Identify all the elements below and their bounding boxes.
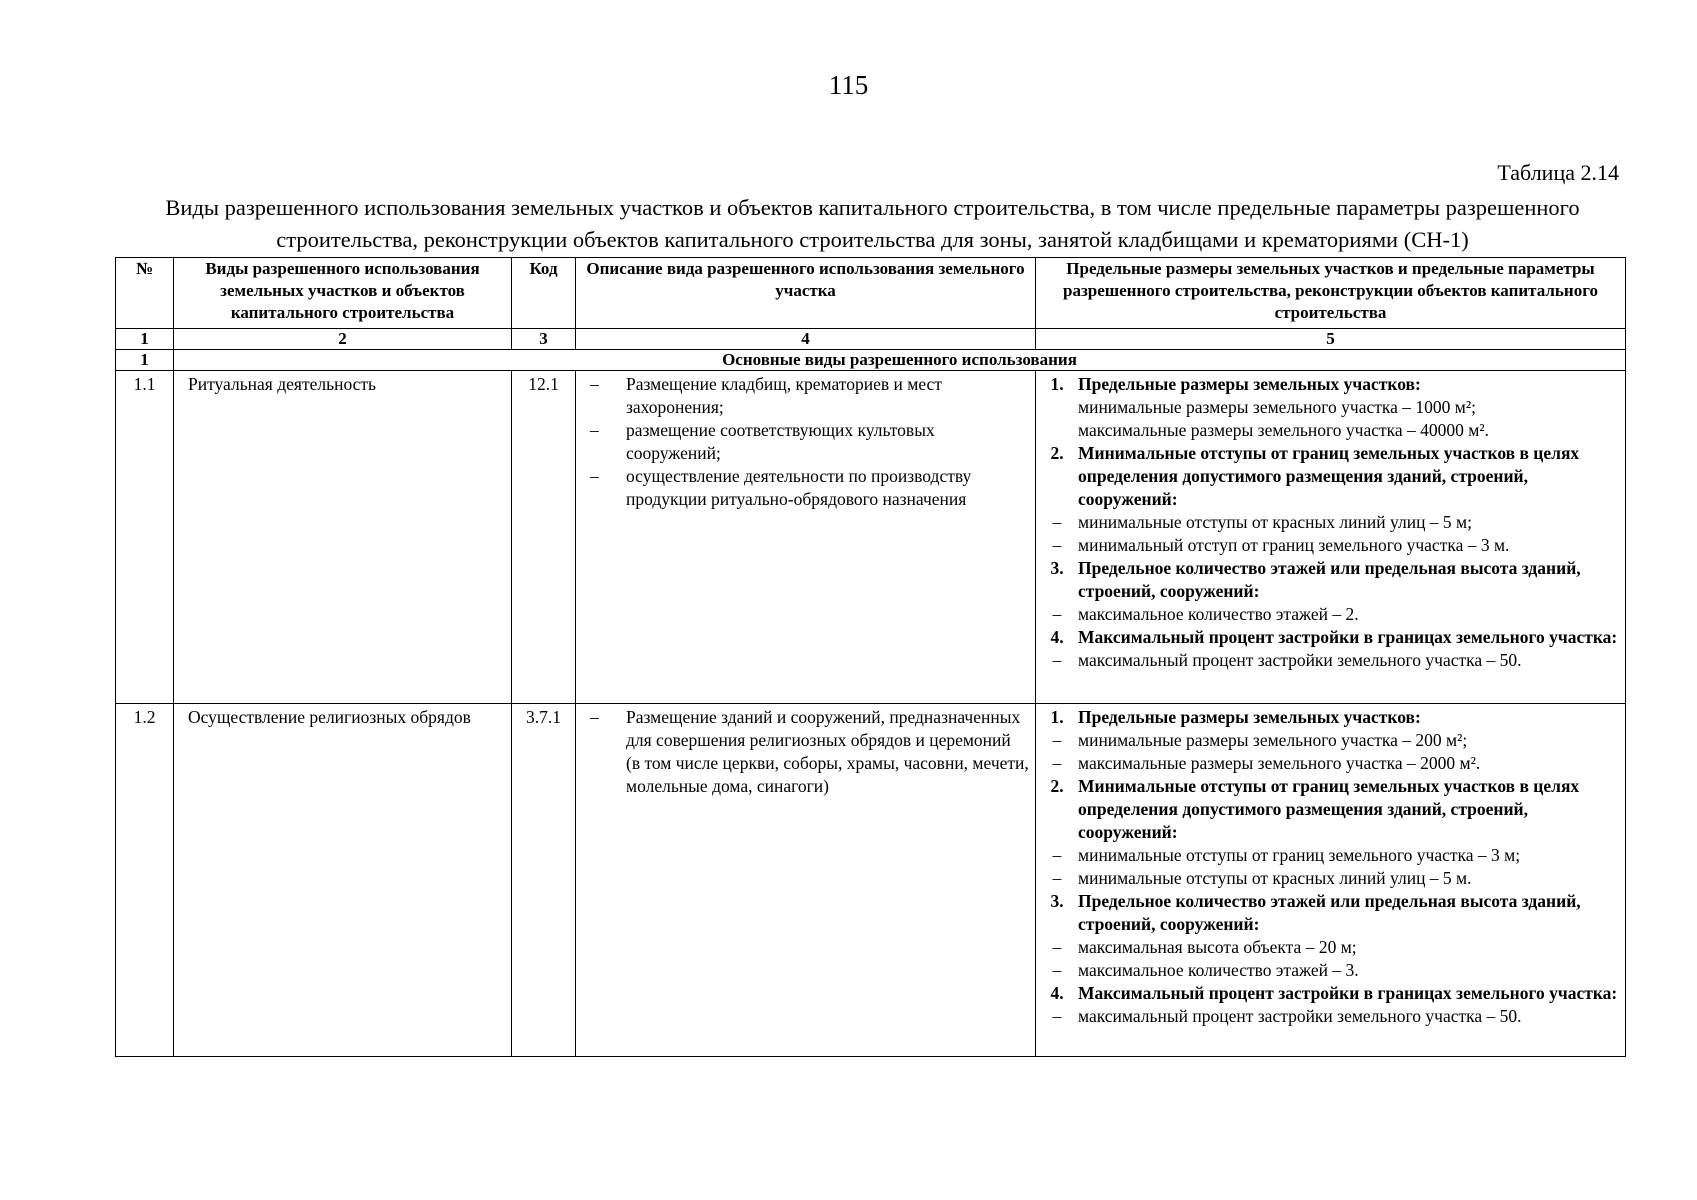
- param-marker: –: [1052, 937, 1062, 957]
- description-item: – осуществление деятельности по производству продукции ритуально-обрядового назначения: [590, 466, 972, 509]
- param-line: [1040, 982, 1621, 1005]
- param-text: Минимальные отступы от границ земельных участков в целях определения допустимого размещения зданий, строений, сооружений:: [1078, 776, 1580, 842]
- param-line: [1040, 534, 1621, 557]
- param-text: максимальное количество этажей – 3.: [1078, 960, 1359, 980]
- param-text: максимальное количество этажей – 2.: [1078, 604, 1359, 624]
- param-line: [1040, 442, 1621, 511]
- param-text: максимальная высота объекта – 20 м;: [1078, 937, 1357, 957]
- param-line: [1040, 936, 1621, 959]
- param-text: Максимальный процент застройки в границах земельного участка:: [1078, 627, 1618, 647]
- section-title: Основные виды разрешенного использования: [174, 350, 1626, 371]
- row-code: 3.7.1: [512, 704, 576, 1057]
- param-marker: –: [1052, 845, 1062, 865]
- row-use-type: Ритуальная деятельность: [174, 371, 512, 704]
- header-description: Описание вида разрешенного использования земельного участка: [576, 258, 1036, 329]
- param-marker: 4.: [1050, 627, 1064, 647]
- param-line: [1040, 729, 1621, 752]
- param-line: [1040, 557, 1621, 603]
- param-line: [1040, 511, 1621, 534]
- param-line: [1040, 396, 1621, 419]
- param-line: [1040, 775, 1621, 844]
- land-use-table: [115, 257, 1626, 1057]
- description-text: Размещение зданий и сооружений, предназначенных для совершения религиозных обрядов и церемоний (в том числе церкви, соборы, храмы, часовни, мечети, молельные дома, синагоги): [626, 707, 1029, 796]
- param-marker: 2.: [1050, 776, 1064, 796]
- column-number-row: [116, 329, 1626, 350]
- param-marker: –: [1052, 604, 1062, 624]
- param-marker: 1.: [1050, 374, 1064, 394]
- description-text: Размещение кладбищ, крематориев и мест захоронения;: [626, 374, 942, 417]
- param-line: [1040, 867, 1621, 890]
- description-list: [586, 373, 1029, 511]
- header-row: [116, 258, 1626, 329]
- param-text: минимальные размеры земельного участка – 200 м²;: [1078, 730, 1468, 750]
- description-item: – Размещение кладбищ, крематориев и мест захоронения;: [590, 374, 942, 417]
- param-text: Предельные размеры земельных участков:: [1078, 707, 1421, 727]
- param-line: [1040, 373, 1621, 396]
- column-number: 2: [174, 329, 512, 350]
- param-text: максимальный процент застройки земельного участка – 50.: [1078, 650, 1522, 670]
- param-marker: –: [1052, 1006, 1062, 1026]
- row-number: 1.1: [116, 371, 174, 704]
- param-text: минимальные отступы от красных линий улиц – 5 м;: [1078, 512, 1472, 532]
- row-number: 1.2: [116, 704, 174, 1057]
- param-text: минимальные размеры земельного участка – 1000 м²;: [1078, 397, 1476, 417]
- column-number: 5: [1036, 329, 1626, 350]
- param-line: [1040, 626, 1621, 649]
- row-use-type: Осуществление религиозных обрядов: [174, 704, 512, 1057]
- param-marker: –: [1052, 512, 1062, 532]
- param-marker: 4.: [1050, 983, 1064, 1003]
- row-params: [1036, 704, 1626, 1057]
- param-text: максимальный процент застройки земельного участка – 50.: [1078, 1006, 1522, 1026]
- param-text: минимальные отступы от красных линий улиц – 5 м.: [1078, 868, 1472, 888]
- param-marker: –: [1052, 753, 1062, 773]
- section-row: [116, 350, 1626, 371]
- param-line: [1040, 419, 1621, 442]
- param-marker: 3.: [1050, 891, 1064, 911]
- column-number: 3: [512, 329, 576, 350]
- param-text: Максимальный процент застройки в границах земельного участка:: [1078, 983, 1618, 1003]
- param-marker: –: [1052, 730, 1062, 750]
- header-type: Виды разрешенного использования земельных участков и объектов капитального строительства: [174, 258, 512, 329]
- description-list: [586, 706, 1029, 798]
- row-description: [576, 371, 1036, 704]
- table-title: Виды разрешенного использования земельных участков и объектов капитального строительства, в том числе предельные параметры разрешенного строительства, реконструкции объектов капитального строительства для зоны, занятой кладбищами и крематориями (СН-1): [165, 195, 1580, 252]
- param-text: Минимальные отступы от границ земельных участков в целях определения допустимого размещения зданий, строений, сооружений:: [1078, 443, 1580, 509]
- param-text: минимальные отступы от границ земельного участка – 3 м;: [1078, 845, 1521, 865]
- param-line: [1040, 1005, 1621, 1028]
- row-description: [576, 704, 1036, 1057]
- param-line: [1040, 706, 1621, 729]
- param-line: [1040, 844, 1621, 867]
- param-text: максимальные размеры земельного участка – 40000 м².: [1078, 420, 1489, 440]
- description-item: – Размещение зданий и сооружений, предназначенных для совершения религиозных обрядов и церемоний (в том числе церкви, соборы, храмы, часовни, мечети, молельные дома, синагоги): [590, 707, 1029, 796]
- param-marker: 1.: [1050, 707, 1064, 727]
- param-text: Предельное количество этажей или предельная высота зданий, строений, сооружений:: [1078, 891, 1581, 934]
- section-number: 1: [116, 350, 174, 371]
- table-row: [116, 704, 1626, 1057]
- column-number: 4: [576, 329, 1036, 350]
- row-params: [1036, 371, 1626, 704]
- param-line: [1040, 649, 1621, 672]
- param-marker: –: [1052, 535, 1062, 555]
- param-marker: 2.: [1050, 443, 1064, 463]
- description-item: – размещение соответствующих культовых сооружений;: [590, 420, 935, 463]
- param-text: максимальные размеры земельного участка – 2000 м².: [1078, 753, 1481, 773]
- param-line: [1040, 890, 1621, 936]
- param-text: Предельные размеры земельных участков:: [1078, 374, 1421, 394]
- param-line: [1040, 752, 1621, 775]
- description-text: размещение соответствующих культовых сооружений;: [626, 420, 935, 463]
- table-row: [116, 371, 1626, 704]
- description-text: осуществление деятельности по производству продукции ритуально-обрядового назначения: [626, 466, 972, 509]
- param-line: [1040, 959, 1621, 982]
- table-label: Таблица 2.14: [1497, 160, 1619, 185]
- param-text: Предельное количество этажей или предельная высота зданий, строений, сооружений:: [1078, 558, 1581, 601]
- header-code: Код: [512, 258, 576, 329]
- param-marker: –: [1052, 650, 1062, 670]
- header-params: Предельные размеры земельных участков и предельные параметры разрешенного строительства, реконструкции объектов капитального строительства: [1036, 258, 1626, 329]
- param-marker: –: [1052, 960, 1062, 980]
- column-number: 1: [116, 329, 174, 350]
- param-line: [1040, 603, 1621, 626]
- page-number: 115: [828, 70, 869, 100]
- param-text: минимальный отступ от границ земельного участка – 3 м.: [1078, 535, 1510, 555]
- param-marker: 3.: [1050, 558, 1064, 578]
- row-code: 12.1: [512, 371, 576, 704]
- param-marker: –: [1052, 868, 1062, 888]
- header-num: №: [116, 258, 174, 329]
